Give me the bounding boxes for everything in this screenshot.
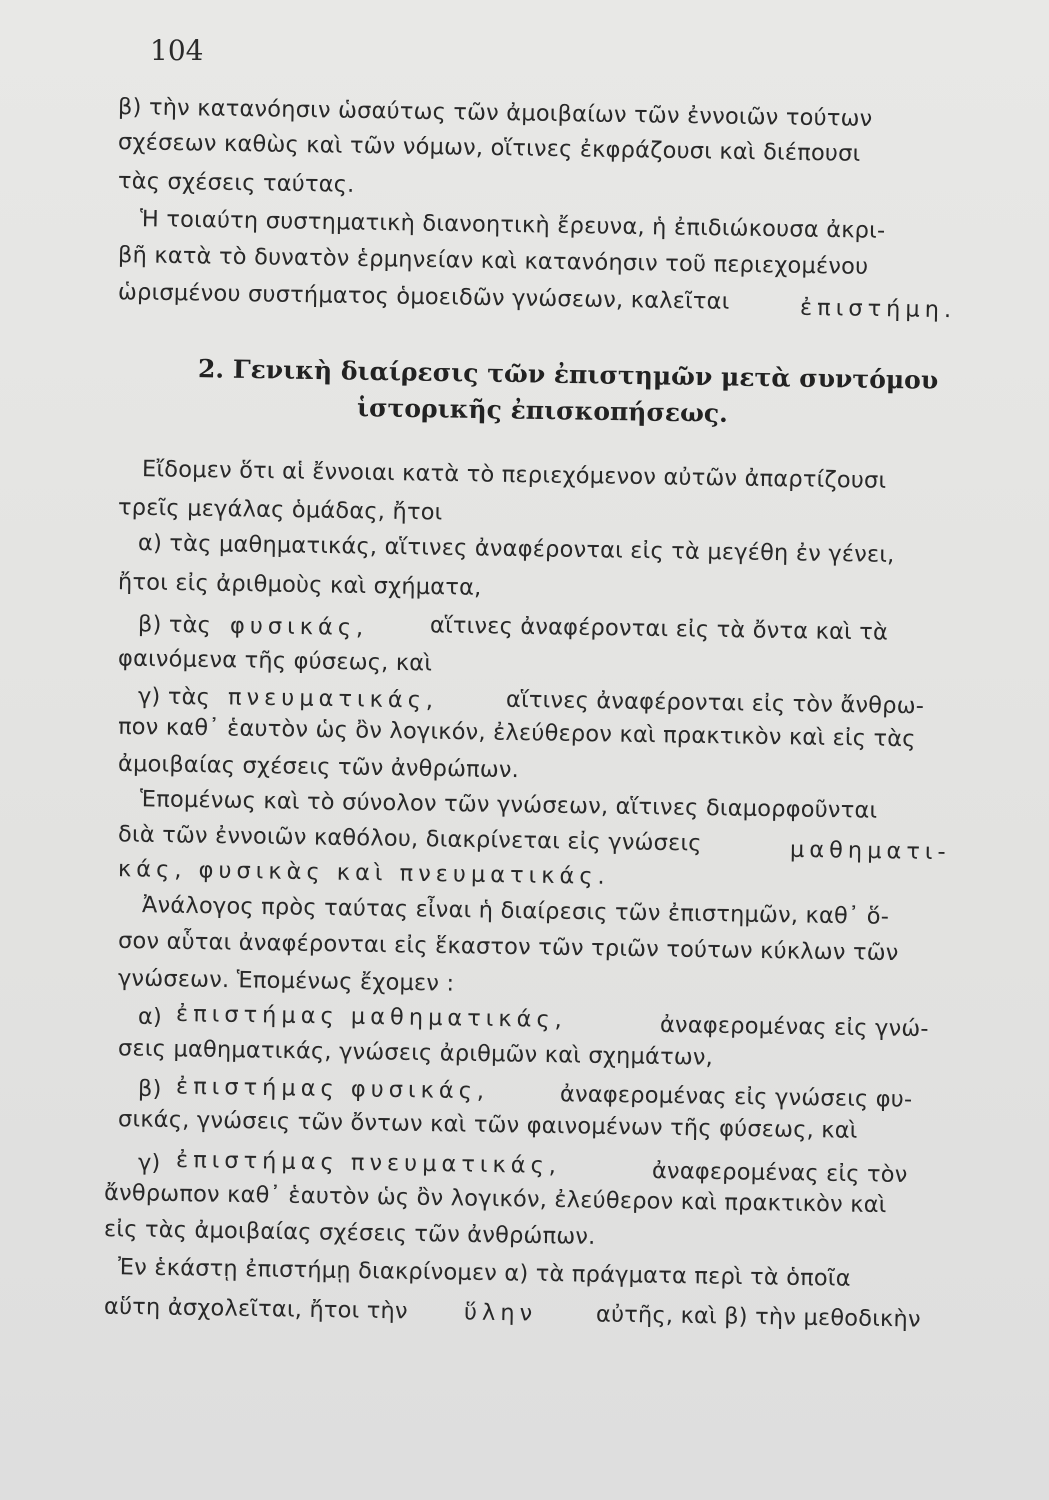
text-line: ἀμοιβαίας σχέσεις τῶν ἀνθρώπων. xyxy=(117,750,520,784)
text-line: α) xyxy=(137,1003,163,1031)
emphasized-term: μαθηματι- xyxy=(789,836,951,866)
section-heading-line-1: 2. Γενικὴ διαίρεσις τῶν ἐπιστημῶν μετὰ συντόμου xyxy=(197,354,939,395)
emphasized-term: ἐπιστήμη. xyxy=(799,294,957,324)
text-line: ὡρισμένου συστήματος ὁμοειδῶν γνώσεων, καλεῖται xyxy=(117,279,730,315)
emphasized-term: πνευματικάς, xyxy=(227,684,439,714)
text-line: α) τὰς μαθηματικάς, αἵτινες ἀναφέρονται εἰς τὰ μεγέθη ἐν γένει, xyxy=(137,530,895,568)
text-line: σεις μαθηματικάς, γνώσεις ἀριθμῶν καὶ σχημάτων, xyxy=(117,1035,714,1071)
text-line: διὰ τῶν ἐννοιῶν καθόλου, διακρίνεται εἰς γνώσεις xyxy=(117,821,702,857)
page-number: 104 xyxy=(150,34,204,67)
text-line: ἀναφερομένας εἰς τὸν xyxy=(651,1157,908,1189)
emphasized-term: ἐπιστήμας φυσικάς, xyxy=(175,1073,490,1105)
text-line: γ) xyxy=(137,1149,161,1177)
emphasized-term: ἐπιστήμας μαθηματικάς, xyxy=(175,1000,568,1034)
text-line: εἰς τὰς ἀμοιβαίας σχέσεις τῶν ἀνθρώπων. xyxy=(103,1216,596,1250)
text-line: β) τὴν κατανόησιν ὡσαύτως τῶν ἀμοιβαίων τῶν ἐννοιῶν τούτων xyxy=(117,94,873,132)
text-line: σχέσεων καθὼς καὶ τῶν νόμων, οἵτινες ἐκφράζουσι καὶ διέπουσι xyxy=(117,129,861,167)
text-line: τρεῖς μεγάλας ὁμάδας, ἤτοι xyxy=(117,494,443,526)
text-line: β) τὰς xyxy=(137,611,212,639)
emphasized-term: ὕλην xyxy=(463,1299,538,1327)
text-line: σον αὗται ἀναφέρονται εἰς ἕκαστον τῶν τριῶν τούτων κύκλων τῶν xyxy=(117,927,899,967)
text-line: γ) τὰς xyxy=(137,683,211,711)
text-line: ἀναφερομένας εἰς γνώ- xyxy=(659,1011,929,1043)
text-line: Εἴδομεν ὅτι αἱ ἔννοιαι κατὰ τὸ περιεχόμενον αὐτῶν ἀπαρτίζουσι xyxy=(141,456,887,494)
emphasized-term: ἐπιστήμας πνευματικάς, xyxy=(175,1146,562,1180)
emphasized-term: φυσικάς, xyxy=(229,612,369,642)
text-line: αὕτη ἀσχολεῖται, ἤτοι τὴν xyxy=(103,1293,408,1325)
text-line: αὐτῆς, καὶ β) τὴν μεθοδικὴν xyxy=(595,1301,921,1333)
text-line: αἵτινες ἀναφέρονται εἰς τὸν ἄνθρω- xyxy=(505,686,925,720)
text-line: ἄνθρωπον καθ᾿ ἑαυτὸν ὡς ὂν λογικόν, ἐλεύθερον καὶ πρακτικὸν καὶ xyxy=(103,1179,887,1219)
text-line: γνώσεων. Ἑπομένως ἔχομεν : xyxy=(117,965,455,997)
text-line: ἤτοι εἰς ἀριθμοὺς καὶ σχήματα, xyxy=(117,569,482,601)
text-line: β) xyxy=(137,1075,162,1103)
text-line: βῆ κατὰ τὸ δυνατὸν ἑρμηνείαν καὶ κατανόησιν τοῦ περιεχομένου xyxy=(117,242,869,280)
text-line: πον καθ᾿ ἑαυτὸν ὡς ὂν λογικόν, ἐλεύθερον καὶ πρακτικὸν καὶ εἰς τὰς xyxy=(117,713,916,753)
section-heading-line-2: ἱστορικῆς ἐπισκοπήσεως. xyxy=(356,393,729,428)
text-line: Ἑπομένως καὶ τὸ σύνολον τῶν γνώσεων, αἵτινες διαμορφοῦνται xyxy=(139,786,878,824)
text-line: αἵτινες ἀναφέρονται εἰς τὰ ὄντα καὶ τὰ xyxy=(429,612,889,646)
text-line: ἀναφερομένας εἰς γνώσεις φυ- xyxy=(559,1081,913,1113)
text-line: Ἐν ἑκάστῃ ἐπιστήμῃ διακρίνομεν α) τὰ πράγματα περὶ τὰ ὁποῖα xyxy=(117,1254,851,1292)
text-line: τὰς σχέσεις ταύτας. xyxy=(117,168,355,198)
text-line: φαινόμενα τῆς φύσεως, καὶ xyxy=(117,645,433,677)
text-line: Ἀνάλογος πρὸς ταύτας εἶναι ἡ διαίρεσις τῶν ἐπιστημῶν, καθ᾿ ὅ- xyxy=(141,892,890,930)
emphasized-text-line: κάς, φυσικὰς καὶ πνευματικάς. xyxy=(117,856,610,890)
text-line: Ἡ τοιαύτη συστηματικὴ διανοητικὴ ἔρευνα, ἡ ἐπιδιώκουσα ἀκρι- xyxy=(139,206,886,244)
text-line: σικάς, γνώσεις τῶν ὄντων καὶ τῶν φαινομένων τῆς φύσεως, καὶ xyxy=(117,1106,858,1144)
